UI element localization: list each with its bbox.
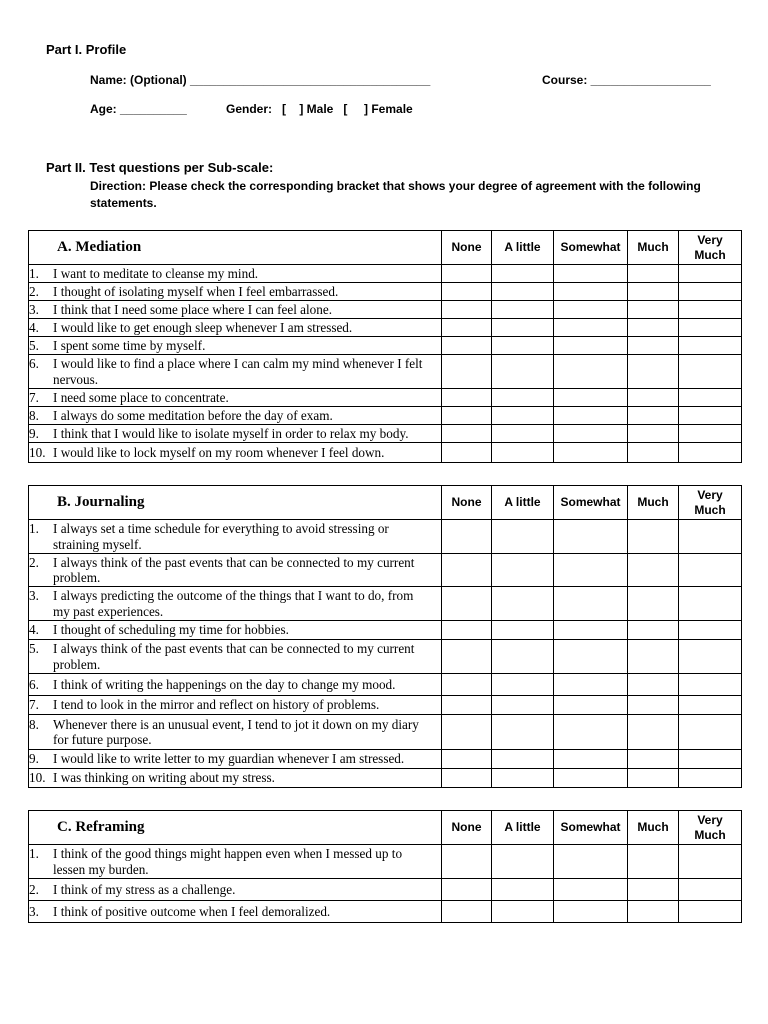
question-text-cell xyxy=(29,879,442,901)
question-row xyxy=(29,845,742,879)
answer-cell-much[interactable] xyxy=(628,674,679,696)
question-number: 8. xyxy=(29,407,39,423)
question-text: I thought of scheduling my time for hobbies. xyxy=(53,622,289,638)
course-field[interactable]: Course: __________________ xyxy=(542,73,711,87)
question-row xyxy=(29,425,742,443)
question-number: 5. xyxy=(29,641,39,656)
answer-cell-a-little[interactable] xyxy=(492,355,554,389)
answer-cell-very-much[interactable] xyxy=(679,587,742,621)
answer-cell-somewhat[interactable] xyxy=(554,355,628,389)
answer-cell-very-much[interactable] xyxy=(679,443,742,463)
question-text-cell xyxy=(29,355,442,389)
question-row xyxy=(29,769,742,788)
answer-cell-none[interactable] xyxy=(442,640,492,674)
question-row xyxy=(29,674,742,696)
answer-cell-a-little[interactable] xyxy=(492,621,554,640)
answer-cell-a-little[interactable] xyxy=(492,674,554,696)
question-text: Whenever there is an unusual event, I tend to jot it down on my diary for future purpose. xyxy=(53,716,419,747)
scale-none: None xyxy=(442,486,492,520)
question-text: I need some place to concentrate. xyxy=(53,389,229,405)
question-text-cell xyxy=(29,845,442,879)
answer-cell-very-much[interactable] xyxy=(679,715,742,750)
question-row xyxy=(29,407,742,425)
answer-cell-none[interactable] xyxy=(442,319,492,337)
scale-much: Much xyxy=(628,486,679,520)
question-row xyxy=(29,337,742,355)
answer-cell-somewhat[interactable] xyxy=(554,696,628,715)
question-row xyxy=(29,554,742,587)
answer-cell-none[interactable] xyxy=(442,407,492,425)
answer-cell-somewhat[interactable] xyxy=(554,389,628,407)
question-text-cell xyxy=(29,520,442,554)
answer-cell-somewhat[interactable] xyxy=(554,283,628,301)
answer-cell-a-little[interactable] xyxy=(492,265,554,283)
answer-cell-a-little[interactable] xyxy=(492,696,554,715)
question-text-cell xyxy=(29,715,442,750)
answer-cell-somewhat[interactable] xyxy=(554,265,628,283)
answer-cell-very-much[interactable] xyxy=(679,407,742,425)
answer-cell-very-much[interactable] xyxy=(679,554,742,587)
answer-cell-much[interactable] xyxy=(628,337,679,355)
answer-cell-much[interactable] xyxy=(628,283,679,301)
answer-cell-a-little[interactable] xyxy=(492,769,554,788)
question-number: 5. xyxy=(29,337,39,353)
answer-cell-none[interactable] xyxy=(442,520,492,554)
answer-cell-none[interactable] xyxy=(442,337,492,355)
question-text: I think of the good things might happen even when I messed up to lessen my burden. xyxy=(53,846,403,877)
answer-cell-much[interactable] xyxy=(628,520,679,554)
answer-cell-very-much[interactable] xyxy=(679,621,742,640)
question-number: 9. xyxy=(29,425,39,441)
scale-a-little: A little xyxy=(492,811,554,845)
answer-cell-a-little[interactable] xyxy=(492,389,554,407)
scale-very-much: Very Much xyxy=(679,486,742,520)
question-number: 2. xyxy=(29,554,39,570)
answer-cell-much[interactable] xyxy=(628,769,679,788)
question-number: 10. xyxy=(29,770,46,786)
answer-cell-much[interactable] xyxy=(628,407,679,425)
answer-cell-much[interactable] xyxy=(628,587,679,621)
answer-cell-somewhat[interactable] xyxy=(554,769,628,788)
question-row xyxy=(29,355,742,389)
answer-cell-a-little[interactable] xyxy=(492,425,554,443)
question-number: 6. xyxy=(29,676,39,692)
question-text-cell xyxy=(29,587,442,621)
question-text: I always do some meditation before the day of exam. xyxy=(53,407,333,423)
answer-cell-very-much[interactable] xyxy=(679,845,742,879)
answer-cell-none[interactable] xyxy=(442,696,492,715)
question-row xyxy=(29,640,742,674)
question-text: I think of writing the happenings on the day to change my mood. xyxy=(53,676,396,692)
question-row xyxy=(29,750,742,769)
scale-somewhat: Somewhat xyxy=(554,231,628,265)
answer-cell-much[interactable] xyxy=(628,750,679,769)
answer-cell-very-much[interactable] xyxy=(679,301,742,319)
question-number: 10. xyxy=(29,444,46,460)
question-text-cell xyxy=(29,407,442,425)
part2-title: Part II. Test questions per Sub-scale: xyxy=(46,160,274,175)
question-text: I would like to find a place where I can calm my mind whenever I felt nervous. xyxy=(53,356,423,387)
answer-cell-very-much[interactable] xyxy=(679,319,742,337)
section-a-table xyxy=(28,230,742,463)
scale-none: None xyxy=(442,231,492,265)
scale-much: Much xyxy=(628,231,679,265)
answer-cell-very-much[interactable] xyxy=(679,355,742,389)
answer-cell-none[interactable] xyxy=(442,845,492,879)
section-title: C. Reframing xyxy=(29,811,442,845)
answer-cell-none[interactable] xyxy=(442,443,492,463)
answer-cell-much[interactable] xyxy=(628,879,679,901)
answer-cell-somewhat[interactable] xyxy=(554,621,628,640)
answer-cell-very-much[interactable] xyxy=(679,750,742,769)
question-number: 3. xyxy=(29,903,39,919)
section-title: B. Journaling xyxy=(29,486,442,520)
answer-cell-much[interactable] xyxy=(628,425,679,443)
question-text: I think that I need some place where I can feel alone. xyxy=(53,301,333,317)
answer-cell-a-little[interactable] xyxy=(492,901,554,923)
question-number: 3. xyxy=(29,588,39,603)
question-number: 1. xyxy=(29,521,39,536)
answer-cell-somewhat[interactable] xyxy=(554,674,628,696)
scale-somewhat: Somewhat xyxy=(554,486,628,520)
question-text-cell xyxy=(29,283,442,301)
scale-very-much: Very Much xyxy=(679,811,742,845)
answer-cell-none[interactable] xyxy=(442,621,492,640)
answer-cell-a-little[interactable] xyxy=(492,640,554,674)
question-text: I always set a time schedule for everything to avoid stressing or straining myself. xyxy=(53,521,389,552)
answer-cell-much[interactable] xyxy=(628,301,679,319)
answer-cell-somewhat[interactable] xyxy=(554,750,628,769)
answer-cell-none[interactable] xyxy=(442,674,492,696)
question-row xyxy=(29,696,742,715)
answer-cell-very-much[interactable] xyxy=(679,265,742,283)
answer-cell-somewhat[interactable] xyxy=(554,845,628,879)
answer-cell-very-much[interactable] xyxy=(679,901,742,923)
answer-cell-none[interactable] xyxy=(442,879,492,901)
question-text: I would like to write letter to my guardian whenever I am stressed. xyxy=(53,751,405,767)
answer-cell-very-much[interactable] xyxy=(679,425,742,443)
answer-cell-very-much[interactable] xyxy=(679,879,742,901)
section-c-table xyxy=(28,810,742,923)
answer-cell-much[interactable] xyxy=(628,640,679,674)
answer-cell-much[interactable] xyxy=(628,715,679,750)
answer-cell-a-little[interactable] xyxy=(492,554,554,587)
answer-cell-very-much[interactable] xyxy=(679,674,742,696)
question-row xyxy=(29,443,742,463)
answer-cell-a-little[interactable] xyxy=(492,715,554,750)
answer-cell-a-little[interactable] xyxy=(492,750,554,769)
question-text: I would like to get enough sleep whenever I am stressed. xyxy=(53,319,353,335)
answer-cell-a-little[interactable] xyxy=(492,845,554,879)
answer-cell-a-little[interactable] xyxy=(492,520,554,554)
gender-field[interactable]: Gender: [ ] Male [ ] Female xyxy=(226,102,413,116)
question-text: I was thinking on writing about my stress. xyxy=(53,770,275,786)
question-text-cell xyxy=(29,265,442,283)
scale-none: None xyxy=(442,811,492,845)
answer-cell-somewhat[interactable] xyxy=(554,640,628,674)
question-text-cell xyxy=(29,696,442,715)
question-row xyxy=(29,389,742,407)
name-field[interactable]: Name: (Optional) ____________________________________ xyxy=(90,73,431,87)
question-text-cell xyxy=(29,640,442,674)
answer-cell-none[interactable] xyxy=(442,301,492,319)
question-text: I thought of isolating myself when I feel embarrassed. xyxy=(53,283,339,299)
section-b-table xyxy=(28,485,742,788)
question-number: 1. xyxy=(29,846,39,861)
question-text: I spent some time by myself. xyxy=(53,337,206,353)
question-text: I want to meditate to cleanse my mind. xyxy=(53,265,259,281)
answer-cell-somewhat[interactable] xyxy=(554,901,628,923)
answer-cell-much[interactable] xyxy=(628,554,679,587)
answer-cell-much[interactable] xyxy=(628,319,679,337)
answer-cell-much[interactable] xyxy=(628,355,679,389)
answer-cell-somewhat[interactable] xyxy=(554,554,628,587)
question-text: I always predicting the outcome of the things that I want to do, from my past experiences. xyxy=(53,588,414,619)
answer-cell-none[interactable] xyxy=(442,750,492,769)
answer-cell-much[interactable] xyxy=(628,621,679,640)
question-text-cell xyxy=(29,750,442,769)
answer-cell-much[interactable] xyxy=(628,443,679,463)
question-row xyxy=(29,265,742,283)
question-row xyxy=(29,283,742,301)
answer-cell-a-little[interactable] xyxy=(492,319,554,337)
answer-cell-none[interactable] xyxy=(442,554,492,587)
question-number: 2. xyxy=(29,881,39,897)
answer-cell-a-little[interactable] xyxy=(492,283,554,301)
answer-cell-somewhat[interactable] xyxy=(554,715,628,750)
answer-cell-none[interactable] xyxy=(442,769,492,788)
answer-cell-none[interactable] xyxy=(442,389,492,407)
answer-cell-none[interactable] xyxy=(442,283,492,301)
answer-cell-none[interactable] xyxy=(442,587,492,621)
answer-cell-none[interactable] xyxy=(442,265,492,283)
question-row xyxy=(29,319,742,337)
question-text-cell xyxy=(29,389,442,407)
question-number: 7. xyxy=(29,697,39,713)
question-row xyxy=(29,301,742,319)
answer-cell-very-much[interactable] xyxy=(679,389,742,407)
answer-cell-somewhat[interactable] xyxy=(554,587,628,621)
question-text: I tend to look in the mirror and reflect on history of problems. xyxy=(53,697,380,713)
question-row xyxy=(29,587,742,621)
answer-cell-very-much[interactable] xyxy=(679,520,742,554)
answer-cell-none[interactable] xyxy=(442,355,492,389)
question-row xyxy=(29,715,742,750)
scale-a-little: A little xyxy=(492,231,554,265)
question-number: 1. xyxy=(29,265,39,281)
answer-cell-much[interactable] xyxy=(628,265,679,283)
question-text: I think that I would like to isolate myself in order to relax my body. xyxy=(53,425,409,441)
answer-cell-very-much[interactable] xyxy=(679,696,742,715)
question-row xyxy=(29,621,742,640)
question-row xyxy=(29,879,742,901)
answer-cell-somewhat[interactable] xyxy=(554,443,628,463)
scale-much: Much xyxy=(628,811,679,845)
answer-cell-much[interactable] xyxy=(628,389,679,407)
question-number: 4. xyxy=(29,319,39,335)
age-field[interactable]: Age: __________ xyxy=(90,102,187,116)
question-text: I think of my stress as a challenge. xyxy=(53,881,236,897)
question-number: 2. xyxy=(29,283,39,299)
section-title: A. Mediation xyxy=(29,231,442,265)
answer-cell-somewhat[interactable] xyxy=(554,337,628,355)
part1-title: Part I. Profile xyxy=(46,42,127,57)
answer-cell-much[interactable] xyxy=(628,901,679,923)
answer-cell-a-little[interactable] xyxy=(492,407,554,425)
answer-cell-very-much[interactable] xyxy=(679,283,742,301)
answer-cell-somewhat[interactable] xyxy=(554,520,628,554)
question-text: I would like to lock myself on my room whenever I feel down. xyxy=(53,444,385,460)
question-text-cell xyxy=(29,674,442,696)
question-text-cell xyxy=(29,769,442,788)
question-number: 9. xyxy=(29,751,39,767)
answer-cell-very-much[interactable] xyxy=(679,640,742,674)
question-text-cell xyxy=(29,554,442,587)
question-text-cell xyxy=(29,425,442,443)
answer-cell-somewhat[interactable] xyxy=(554,319,628,337)
answer-cell-a-little[interactable] xyxy=(492,587,554,621)
question-row xyxy=(29,901,742,923)
question-number: 4. xyxy=(29,622,39,638)
answer-cell-very-much[interactable] xyxy=(679,337,742,355)
answer-cell-somewhat[interactable] xyxy=(554,301,628,319)
answer-cell-very-much[interactable] xyxy=(679,769,742,788)
question-text-cell xyxy=(29,443,442,463)
answer-cell-a-little[interactable] xyxy=(492,879,554,901)
answer-cell-somewhat[interactable] xyxy=(554,407,628,425)
question-number: 6. xyxy=(29,356,39,371)
direction-text: Direction: Please check the corresponding bracket that shows your degree of agreement with the following statements. xyxy=(90,179,701,210)
scale-very-much: Very Much xyxy=(679,231,742,265)
question-text-cell xyxy=(29,621,442,640)
answer-cell-much[interactable] xyxy=(628,696,679,715)
answer-cell-none[interactable] xyxy=(442,715,492,750)
answer-cell-a-little[interactable] xyxy=(492,337,554,355)
scale-somewhat: Somewhat xyxy=(554,811,628,845)
answer-cell-somewhat[interactable] xyxy=(554,425,628,443)
question-number: 8. xyxy=(29,716,39,732)
answer-cell-a-little[interactable] xyxy=(492,443,554,463)
question-text: I always think of the past events that can be connected to my current problem. xyxy=(53,641,415,672)
question-row xyxy=(29,520,742,554)
answer-cell-somewhat[interactable] xyxy=(554,879,628,901)
question-text-cell xyxy=(29,901,442,923)
answer-cell-none[interactable] xyxy=(442,901,492,923)
question-text-cell xyxy=(29,337,442,355)
scale-a-little: A little xyxy=(492,486,554,520)
question-number: 3. xyxy=(29,301,39,317)
question-text: I think of positive outcome when I feel demoralized. xyxy=(53,903,331,919)
question-text-cell xyxy=(29,319,442,337)
question-number: 7. xyxy=(29,389,39,405)
answer-cell-much[interactable] xyxy=(628,845,679,879)
answer-cell-none[interactable] xyxy=(442,425,492,443)
answer-cell-a-little[interactable] xyxy=(492,301,554,319)
question-text-cell xyxy=(29,301,442,319)
question-text: I always think of the past events that can be connected to my current problem. xyxy=(53,554,415,585)
